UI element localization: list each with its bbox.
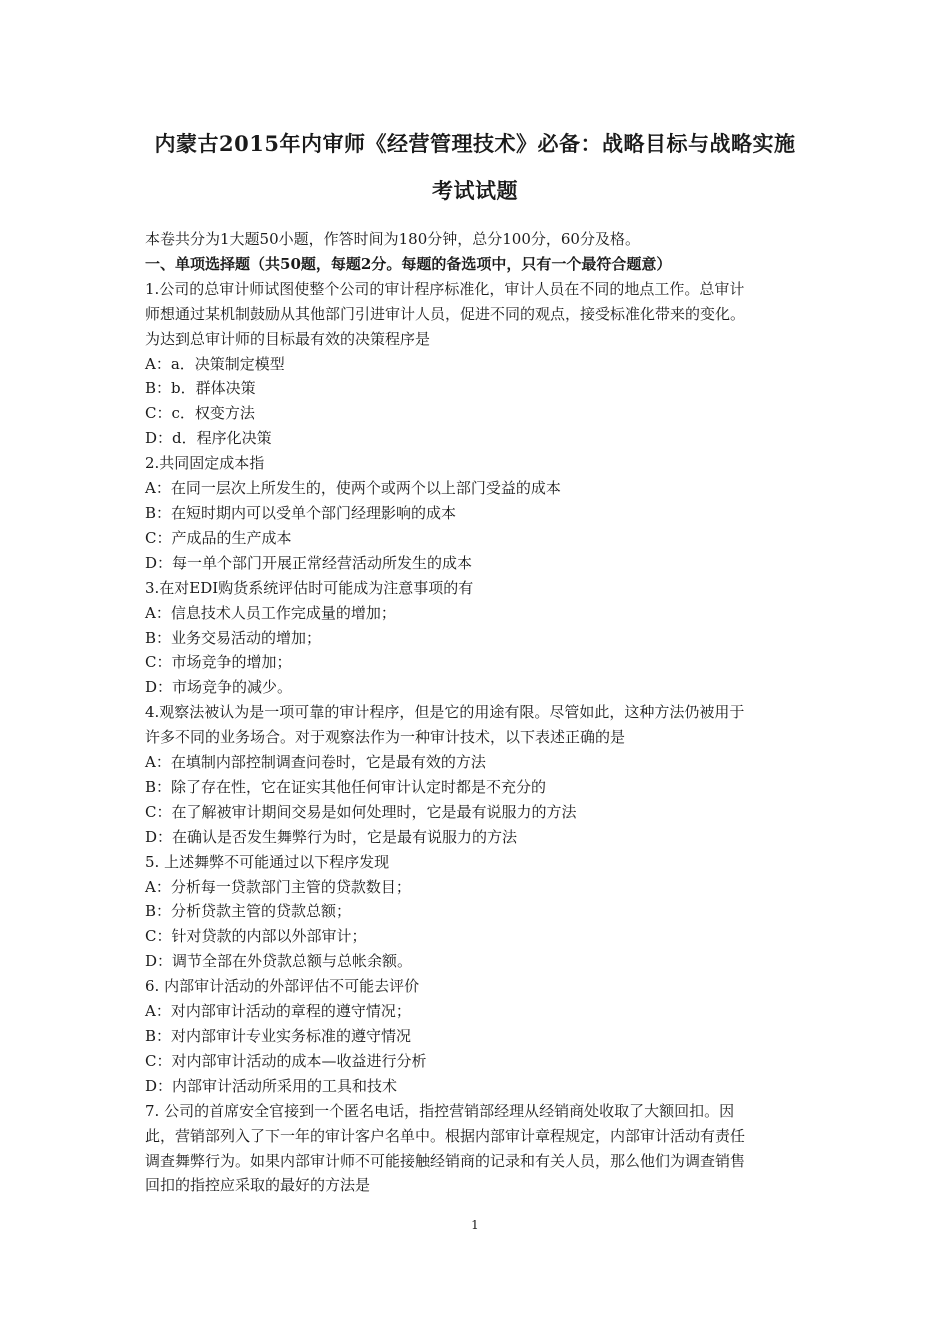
answer-option: D：调节全部在外贷款总额与总帐余额。 (145, 952, 413, 971)
question-text-line: 2.共同固定成本指 (145, 454, 265, 473)
question-text-line: 调查舞弊行为。如果内部审计师不可能接触经销商的记录和有关人员，那么他们为调查销售 (145, 1151, 746, 1170)
question-7 (145, 1099, 825, 1199)
question-text-line: 师想通过某机制鼓励从其他部门引进审计人员，促进不同的观点，接受标准化带来的变化。 (145, 304, 746, 323)
answer-option: C：市场竞争的增加； (145, 653, 292, 672)
question-text-line: 5. 上述舞弊不可能通过以下程序发现 (145, 852, 390, 871)
answer-option: C：产成品的生产成本 (145, 528, 292, 547)
question-3 (145, 576, 825, 701)
question-6 (145, 974, 825, 1099)
answer-option: C：在了解被审计期间交易是如何处理时，它是最有说服力的方法 (145, 802, 577, 821)
question-1 (145, 277, 825, 451)
section-heading: 一、单项选择题（共50题，每题2分。每题的备选项中，只有一个最符合题意） (145, 254, 672, 273)
answer-option: A：在同一层次上所发生的，使两个或两个以上部门受益的成本 (145, 479, 561, 498)
question-5 (145, 850, 825, 975)
answer-option: A：a．决策制定模型 (145, 354, 285, 373)
answer-option: B：分析贷款主管的贷款总额； (145, 902, 352, 921)
document-title: 内蒙古2015年内审师《经营管理技术》必备：战略目标与战略实施 (154, 131, 796, 156)
question-text-line: 6. 内部审计活动的外部评估不可能去评价 (145, 977, 420, 996)
question-text-line: 为达到总审计师的目标最有效的决策程序是 (145, 329, 431, 348)
answer-option: C：c．权变方法 (145, 404, 255, 423)
answer-option: C：对内部审计活动的成本—收益进行分析 (145, 1051, 427, 1070)
question-2 (145, 451, 825, 576)
answer-option: D：d．程序化决策 (145, 429, 272, 448)
answer-option: A：分析每一贷款部门主管的贷款数目； (145, 877, 411, 896)
answer-option: A：信息技术人员工作完成量的增加； (145, 603, 396, 622)
answer-option: C：针对贷款的内部以外部审计； (145, 927, 367, 946)
answer-option: B：业务交易活动的增加； (145, 628, 322, 647)
answer-option: B：在短时期内可以受单个部门经理影响的成本 (145, 503, 457, 522)
question-text-line: 回扣的指控应采取的最好的方法是 (145, 1176, 371, 1195)
question-text-line: 许多不同的业务场合。对于观察法作为一种审计技术，以下表述正确的是 (145, 728, 626, 747)
exam-intro: 本卷共分为1大题50小题，作答时间为180分钟，总分100分，60分及格。 (145, 230, 640, 248)
question-text-line: 3.在对EDI购货系统评估时可能成为注意事项的有 (145, 578, 474, 597)
answer-option: D：在确认是否发生舞弊行为时，它是最有说服力的方法 (145, 827, 518, 846)
answer-option: A：在填制内部控制调查问卷时，它是最有效的方法 (145, 753, 486, 772)
question-text-line: 7. 公司的首席安全官接到一个匿名电话，指控营销部经理从经销商处收取了大额回扣。因 (145, 1101, 735, 1120)
page-number: 1 (471, 1218, 479, 1232)
answer-option: A：对内部审计活动的章程的遵守情况； (145, 1002, 411, 1021)
answer-option: D：市场竞争的减少。 (145, 678, 293, 697)
answer-option: D：内部审计活动所采用的工具和技术 (145, 1076, 398, 1095)
answer-option: D：每一单个部门开展正常经营活动所发生的成本 (145, 553, 473, 572)
answer-option: B：除了存在性，它在证实其他任何审计认定时都是不充分的 (145, 777, 547, 796)
answer-option: B：对内部审计专业实务标准的遵守情况 (145, 1027, 412, 1045)
question-text-line: 此，营销部列入了下一年的审计客户名单中。根据内部审计章程规定，内部审计活动有责任 (145, 1126, 746, 1145)
answer-option: B：b．群体决策 (145, 379, 256, 398)
question-4 (145, 700, 825, 849)
document-title-continued: 考试试题 (432, 178, 518, 203)
question-text-line: 1.公司的总审计师试图使整个公司的审计程序标准化，审计人员在不同的地点工作。总审计 (145, 279, 745, 298)
question-text-line: 4.观察法被认为是一项可靠的审计程序，但是它的用途有限。尽管如此，这种方法仍被用于 (145, 703, 745, 722)
document-body (145, 227, 825, 1198)
